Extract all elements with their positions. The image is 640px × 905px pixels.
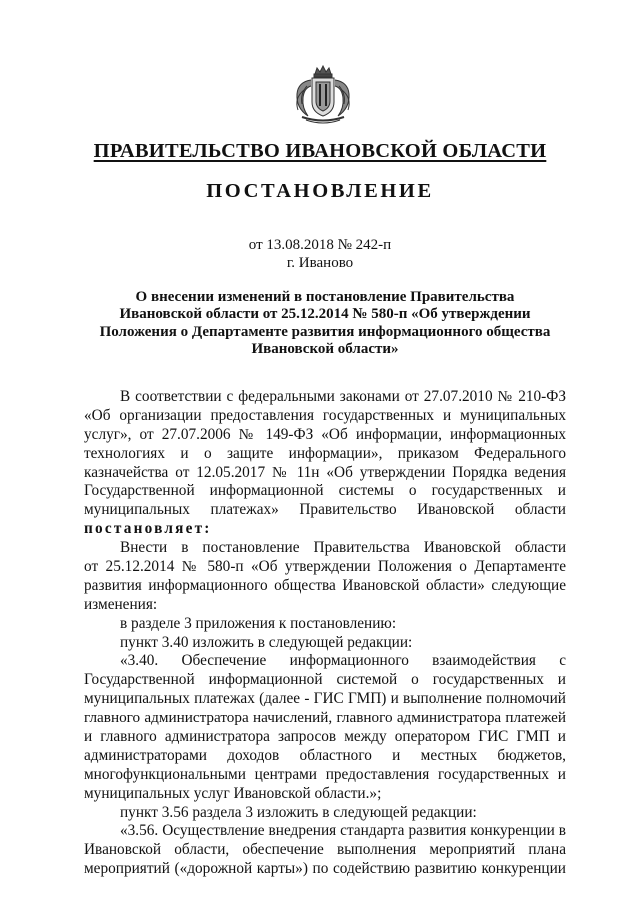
body-line: главного администратора начислений, главного администратора платежей — [84, 709, 566, 727]
body-line: администраторами доходов областного и местных бюджетов, — [84, 746, 566, 764]
body-line: муниципальных услуг Ивановской области.»; — [84, 784, 382, 802]
coat-of-arms-emblem — [288, 64, 358, 126]
body-line: «Об организации предоставления государственных и муниципальных — [84, 406, 566, 424]
body-line: В соответствии с федеральными законами от 27.07.2010 № 210-ФЗ — [120, 388, 566, 405]
body-line: казначейства от 12.05.2017 № 11н «Об утверждении Порядка ведения — [84, 463, 566, 481]
body-line: от 25.12.2014 № 580-п «Об утверждении Положения о Департаменте — [84, 558, 566, 576]
body-line: «3.56. Осуществление внедрения стандарта развития конкуренции в — [120, 822, 566, 840]
body-line: развития информационного общества Ивановской области» следующие — [84, 576, 566, 594]
body-line: пункт 3.56 раздела 3 изложить в следующей редакции: — [120, 803, 477, 821]
body-line: Государственной информационной системой о государственных и — [84, 671, 566, 689]
body-line: мероприятий («дорожной карты») по содействию развитию конкуренции — [84, 860, 566, 878]
subject-line: Положения о Департаменте развития информационного общества — [99, 323, 551, 340]
body-line: пункт 3.40 изложить в следующей редакции: — [120, 633, 413, 651]
body-line: и главного администратора запросов между оператором ГИС ГМП и — [84, 728, 566, 746]
document-type: ПОСТАНОВЛЕНИЕ — [206, 180, 434, 202]
body-line: «3.40. Обеспечение информационного взаимодействия с — [120, 652, 566, 670]
body-line: муниципальных платежах (далее - ГИС ГМП) и выполнение полномочий — [84, 690, 566, 708]
body-line: услуг», от 27.07.2006 № 149-ФЗ «Об информации, информационных — [84, 425, 566, 443]
subject-line: О внесении изменений в постановление Правительства — [135, 289, 515, 305]
document-subject — [82, 289, 568, 358]
body-line: Ивановской области, обеспечение выполнения мероприятий плана — [84, 841, 566, 859]
document-body — [84, 388, 566, 879]
body-line: Государственной информационной системы о государственных и — [84, 482, 566, 500]
subject-line: Ивановской области» — [251, 340, 399, 357]
document-date-number: от 13.08.2018 № 242-п — [248, 237, 392, 253]
decree-word: постановляет: — [84, 520, 212, 538]
government-title: ПРАВИТЕЛЬСТВО ИВАНОВСКОЙ ОБЛАСТИ — [93, 140, 547, 162]
body-line: изменения: — [84, 595, 158, 613]
body-line: Внести в постановление Правительства Ивановской области — [120, 539, 566, 557]
body-line: в разделе 3 приложения к постановлению: — [120, 614, 397, 632]
document-city: г. Иваново — [286, 255, 354, 271]
subject-line: Ивановской области от 25.12.2014 № 580-п «Об утверждении — [119, 306, 531, 323]
body-line: муниципальных платежах» Правительство Ивановской области — [84, 501, 566, 519]
body-line: многофункциональными центрами предоставления государственных и — [84, 765, 566, 783]
body-line: технологиях и о защите информации», приказом Федерального — [84, 444, 566, 462]
